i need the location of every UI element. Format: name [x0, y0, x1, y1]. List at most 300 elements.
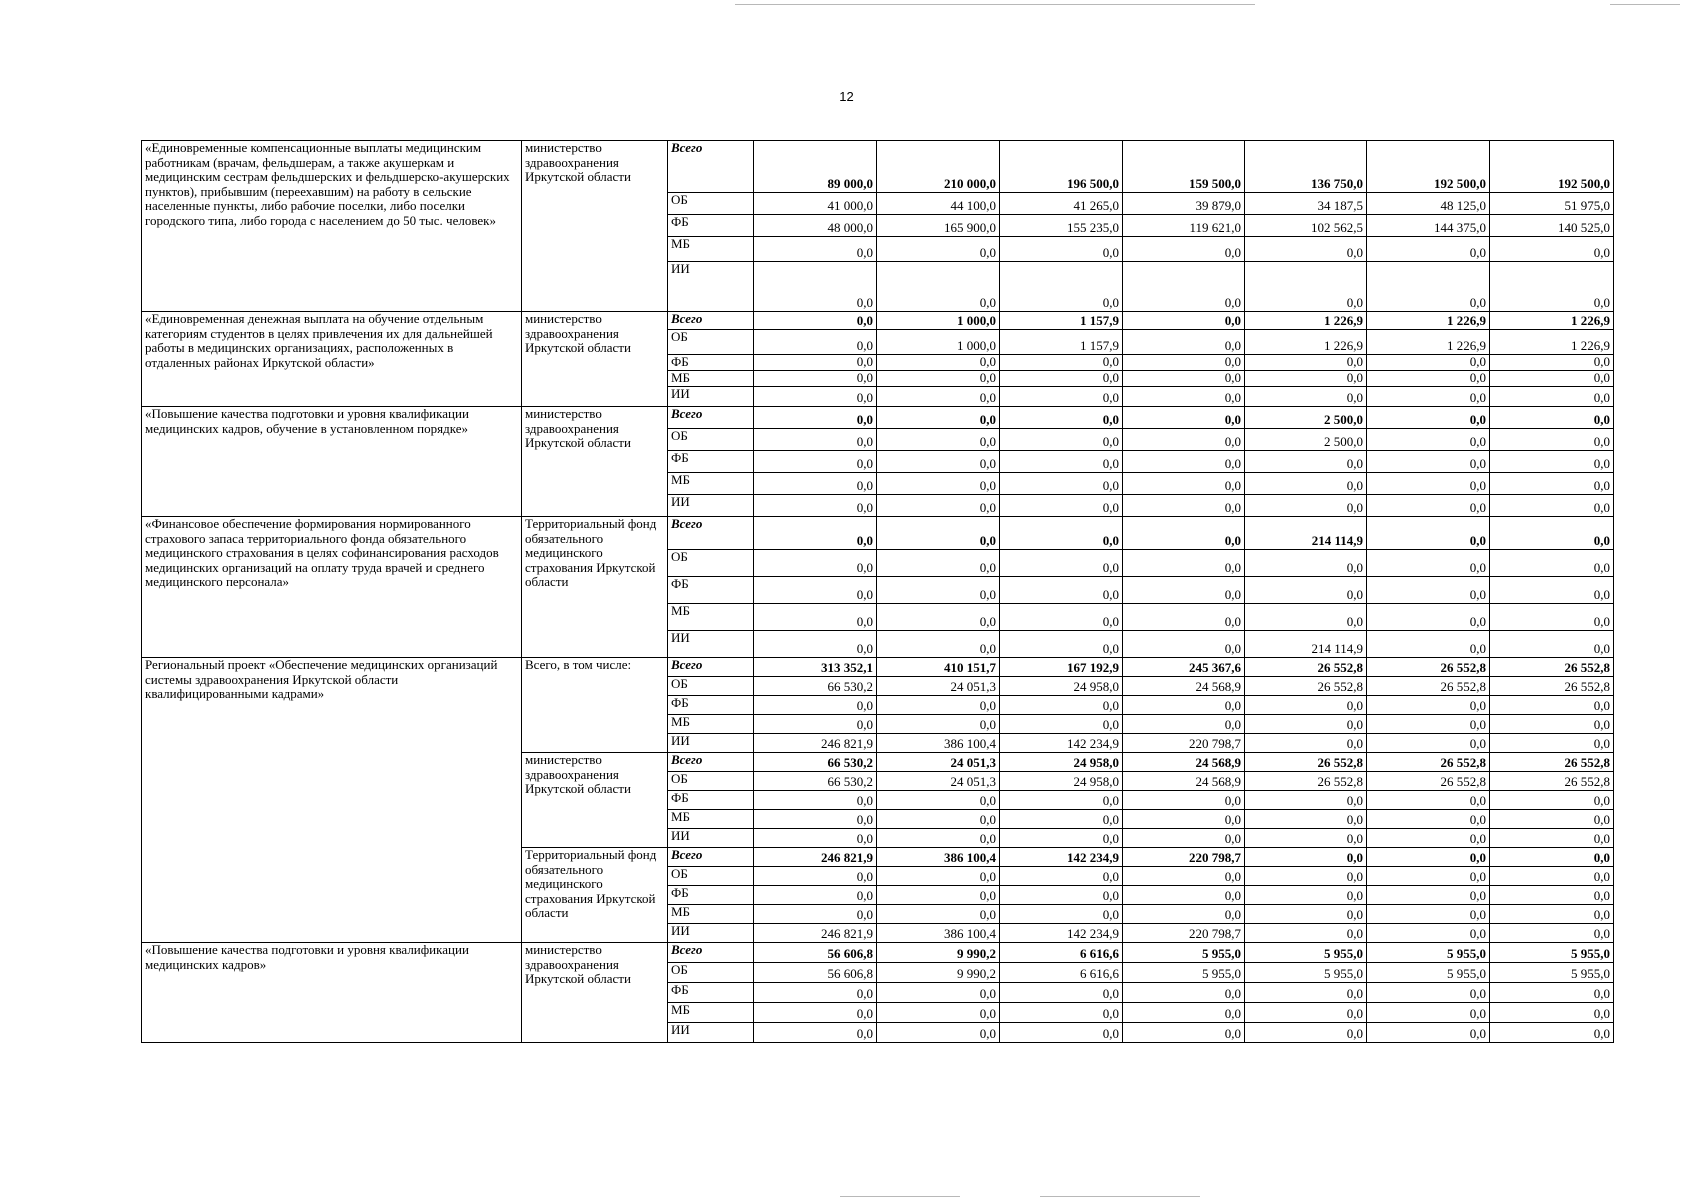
- amount-cell: 0,0: [1367, 355, 1490, 371]
- amount-cell: 0,0: [877, 791, 1000, 810]
- amount-cell: 48 125,0: [1367, 193, 1490, 215]
- amount-cell: 24 051,3: [877, 772, 1000, 791]
- amount-cell: 0,0: [1367, 810, 1490, 829]
- amount-cell: 0,0: [1367, 550, 1490, 577]
- amount-cell: 0,0: [1490, 387, 1614, 407]
- amount-cell: 0,0: [1123, 715, 1245, 734]
- amount-cell: 0,0: [1000, 810, 1123, 829]
- amount-cell: 0,0: [1245, 577, 1367, 604]
- amount-cell: 0,0: [754, 983, 877, 1003]
- amount-cell: 1 226,9: [1490, 312, 1614, 330]
- amount-cell: 39 879,0: [1123, 193, 1245, 215]
- amount-cell: 26 552,8: [1245, 677, 1367, 696]
- amount-cell: 0,0: [1367, 495, 1490, 517]
- amount-cell: 1 226,9: [1367, 312, 1490, 330]
- amount-cell: 26 552,8: [1490, 677, 1614, 696]
- amount-cell: 0,0: [1490, 371, 1614, 387]
- funding-source: Всего: [668, 312, 754, 330]
- amount-cell: 0,0: [877, 983, 1000, 1003]
- amount-cell: 26 552,8: [1490, 658, 1614, 677]
- amount-cell: 0,0: [877, 550, 1000, 577]
- funding-source: Всего: [668, 141, 754, 193]
- amount-cell: 0,0: [754, 604, 877, 631]
- amount-cell: 0,0: [1000, 495, 1123, 517]
- amount-cell: 24 958,0: [1000, 772, 1123, 791]
- funding-source: МБ: [668, 1003, 754, 1023]
- funding-source: ИИ: [668, 495, 754, 517]
- amount-cell: 0,0: [1245, 696, 1367, 715]
- amount-cell: 2 500,0: [1245, 429, 1367, 451]
- amount-cell: 0,0: [1367, 905, 1490, 924]
- amount-cell: 0,0: [877, 495, 1000, 517]
- amount-cell: 0,0: [1123, 237, 1245, 262]
- responsible-executor: министерство здравоохранения Иркутской области: [522, 141, 668, 312]
- responsible-executor: Территориальный фонд обязательного медицинского страхования Иркутской области: [522, 517, 668, 658]
- amount-cell: 0,0: [1245, 355, 1367, 371]
- amount-cell: 167 192,9: [1000, 658, 1123, 677]
- amount-cell: 0,0: [1000, 791, 1123, 810]
- funding-source: ИИ: [668, 631, 754, 658]
- funding-source: ОБ: [668, 772, 754, 791]
- amount-cell: 0,0: [754, 1023, 877, 1043]
- activity-description: «Единовременная денежная выплата на обучение отдельным категориям студентов в целях привлечения их для дальнейшей работы в медицинских организациях, расположенных в отдаленных районах Иркутской области»: [142, 312, 522, 407]
- amount-cell: 142 234,9: [1000, 734, 1123, 753]
- amount-cell: 0,0: [1123, 429, 1245, 451]
- funding-source: ОБ: [668, 193, 754, 215]
- amount-cell: 26 552,8: [1367, 772, 1490, 791]
- responsible-executor: министерство здравоохранения Иркутской области: [522, 312, 668, 407]
- funding-source: ОБ: [668, 867, 754, 886]
- amount-cell: 5 955,0: [1123, 943, 1245, 963]
- amount-cell: 144 375,0: [1367, 215, 1490, 237]
- amount-cell: 0,0: [1123, 387, 1245, 407]
- amount-cell: 0,0: [1000, 237, 1123, 262]
- funding-source: ФБ: [668, 983, 754, 1003]
- amount-cell: 0,0: [1000, 631, 1123, 658]
- amount-cell: 0,0: [1123, 696, 1245, 715]
- amount-cell: 0,0: [1245, 451, 1367, 473]
- amount-cell: 0,0: [1245, 387, 1367, 407]
- amount-cell: 0,0: [1123, 371, 1245, 387]
- amount-cell: 0,0: [877, 829, 1000, 848]
- amount-cell: 0,0: [1367, 886, 1490, 905]
- amount-cell: 0,0: [1367, 604, 1490, 631]
- amount-cell: 0,0: [1000, 867, 1123, 886]
- amount-cell: 0,0: [754, 355, 877, 371]
- amount-cell: 0,0: [754, 371, 877, 387]
- amount-cell: 0,0: [1245, 237, 1367, 262]
- amount-cell: 6 616,6: [1000, 943, 1123, 963]
- amount-cell: 0,0: [1490, 355, 1614, 371]
- amount-cell: 0,0: [1123, 262, 1245, 312]
- scan-mark: [1040, 1196, 1200, 1197]
- amount-cell: 210 000,0: [877, 141, 1000, 193]
- amount-cell: 0,0: [1245, 791, 1367, 810]
- funding-source: ФБ: [668, 791, 754, 810]
- amount-cell: 41 000,0: [754, 193, 877, 215]
- amount-cell: 44 100,0: [877, 193, 1000, 215]
- amount-cell: 0,0: [1245, 734, 1367, 753]
- amount-cell: 0,0: [1123, 810, 1245, 829]
- amount-cell: 0,0: [754, 696, 877, 715]
- amount-cell: 0,0: [1123, 631, 1245, 658]
- amount-cell: 0,0: [1000, 451, 1123, 473]
- funding-source: МБ: [668, 810, 754, 829]
- amount-cell: 0,0: [877, 407, 1000, 429]
- amount-cell: 26 552,8: [1367, 753, 1490, 772]
- amount-cell: 313 352,1: [754, 658, 877, 677]
- amount-cell: 0,0: [1123, 473, 1245, 495]
- amount-cell: 0,0: [1490, 715, 1614, 734]
- amount-cell: 192 500,0: [1490, 141, 1614, 193]
- amount-cell: 1 157,9: [1000, 330, 1123, 355]
- amount-cell: 26 552,8: [1367, 658, 1490, 677]
- amount-cell: 0,0: [877, 371, 1000, 387]
- amount-cell: 0,0: [754, 715, 877, 734]
- amount-cell: 26 552,8: [1490, 753, 1614, 772]
- amount-cell: 0,0: [877, 696, 1000, 715]
- amount-cell: 0,0: [877, 1023, 1000, 1043]
- amount-cell: 0,0: [1367, 696, 1490, 715]
- responsible-executor: министерство здравоохранения Иркутской области: [522, 753, 668, 848]
- amount-cell: 0,0: [1000, 905, 1123, 924]
- funding-source: ОБ: [668, 550, 754, 577]
- amount-cell: 5 955,0: [1245, 943, 1367, 963]
- table-row: [142, 658, 1614, 677]
- amount-cell: 66 530,2: [754, 677, 877, 696]
- amount-cell: 0,0: [1367, 517, 1490, 550]
- amount-cell: 0,0: [1000, 517, 1123, 550]
- amount-cell: 0,0: [1490, 550, 1614, 577]
- funding-source: МБ: [668, 604, 754, 631]
- amount-cell: 0,0: [1490, 237, 1614, 262]
- amount-cell: 0,0: [1245, 1003, 1367, 1023]
- amount-cell: 0,0: [1367, 924, 1490, 943]
- amount-cell: 0,0: [1490, 924, 1614, 943]
- amount-cell: 0,0: [754, 495, 877, 517]
- activity-description: «Повышение качества подготовки и уровня квалификации медицинских кадров, обучение в установленном порядке»: [142, 407, 522, 517]
- amount-cell: 0,0: [1245, 867, 1367, 886]
- amount-cell: 0,0: [1000, 1023, 1123, 1043]
- amount-cell: 26 552,8: [1245, 753, 1367, 772]
- amount-cell: 26 552,8: [1245, 658, 1367, 677]
- amount-cell: 0,0: [1123, 791, 1245, 810]
- amount-cell: 0,0: [877, 604, 1000, 631]
- table-row: [142, 517, 1614, 550]
- amount-cell: 0,0: [1000, 371, 1123, 387]
- amount-cell: 0,0: [1245, 604, 1367, 631]
- amount-cell: 246 821,9: [754, 924, 877, 943]
- amount-cell: 0,0: [877, 886, 1000, 905]
- amount-cell: 0,0: [1245, 473, 1367, 495]
- amount-cell: 0,0: [877, 517, 1000, 550]
- amount-cell: 0,0: [1245, 905, 1367, 924]
- funding-source: МБ: [668, 237, 754, 262]
- amount-cell: 0,0: [1000, 407, 1123, 429]
- amount-cell: 24 568,9: [1123, 677, 1245, 696]
- amount-cell: 0,0: [754, 810, 877, 829]
- amount-cell: 0,0: [1367, 577, 1490, 604]
- amount-cell: 0,0: [1367, 791, 1490, 810]
- amount-cell: 0,0: [1000, 829, 1123, 848]
- amount-cell: 0,0: [1367, 983, 1490, 1003]
- amount-cell: 0,0: [754, 1003, 877, 1023]
- amount-cell: 0,0: [1490, 848, 1614, 867]
- amount-cell: 0,0: [1367, 387, 1490, 407]
- amount-cell: 0,0: [1245, 848, 1367, 867]
- table-body: [142, 141, 1614, 1043]
- amount-cell: 0,0: [1367, 429, 1490, 451]
- amount-cell: 0,0: [754, 886, 877, 905]
- amount-cell: 1 226,9: [1245, 312, 1367, 330]
- amount-cell: 196 500,0: [1000, 141, 1123, 193]
- amount-cell: 0,0: [1367, 829, 1490, 848]
- amount-cell: 386 100,4: [877, 734, 1000, 753]
- amount-cell: 26 552,8: [1245, 772, 1367, 791]
- amount-cell: 0,0: [1123, 517, 1245, 550]
- amount-cell: 0,0: [754, 517, 877, 550]
- amount-cell: 56 606,8: [754, 943, 877, 963]
- table-row: [142, 312, 1614, 330]
- amount-cell: 66 530,2: [754, 753, 877, 772]
- amount-cell: 0,0: [754, 237, 877, 262]
- amount-cell: 246 821,9: [754, 848, 877, 867]
- scan-mark: [1610, 4, 1680, 5]
- amount-cell: 0,0: [1000, 1003, 1123, 1023]
- amount-cell: 0,0: [1000, 604, 1123, 631]
- amount-cell: 0,0: [1367, 407, 1490, 429]
- amount-cell: 142 234,9: [1000, 924, 1123, 943]
- amount-cell: 0,0: [1490, 734, 1614, 753]
- amount-cell: 0,0: [1245, 886, 1367, 905]
- amount-cell: 0,0: [754, 312, 877, 330]
- amount-cell: 246 821,9: [754, 734, 877, 753]
- amount-cell: 0,0: [1367, 734, 1490, 753]
- amount-cell: 0,0: [1490, 696, 1614, 715]
- amount-cell: 0,0: [877, 429, 1000, 451]
- amount-cell: 0,0: [754, 451, 877, 473]
- amount-cell: 0,0: [1367, 715, 1490, 734]
- amount-cell: 0,0: [1245, 262, 1367, 312]
- amount-cell: 26 552,8: [1490, 772, 1614, 791]
- responsible-executor: Территориальный фонд обязательного медицинского страхования Иркутской области: [522, 848, 668, 943]
- amount-cell: 0,0: [877, 451, 1000, 473]
- amount-cell: 0,0: [1490, 517, 1614, 550]
- amount-cell: 0,0: [877, 810, 1000, 829]
- amount-cell: 0,0: [1245, 810, 1367, 829]
- funding-source: МБ: [668, 371, 754, 387]
- table-row: [142, 407, 1614, 429]
- amount-cell: 1 226,9: [1245, 330, 1367, 355]
- funding-source: ФБ: [668, 577, 754, 604]
- amount-cell: 0,0: [1123, 905, 1245, 924]
- amount-cell: 0,0: [1245, 924, 1367, 943]
- amount-cell: 0,0: [1123, 407, 1245, 429]
- amount-cell: 0,0: [1123, 604, 1245, 631]
- funding-source: МБ: [668, 905, 754, 924]
- amount-cell: 0,0: [1367, 371, 1490, 387]
- amount-cell: 0,0: [1123, 1003, 1245, 1023]
- amount-cell: 0,0: [1490, 631, 1614, 658]
- amount-cell: 0,0: [1490, 429, 1614, 451]
- funding-source: ИИ: [668, 387, 754, 407]
- amount-cell: 0,0: [877, 867, 1000, 886]
- amount-cell: 0,0: [877, 577, 1000, 604]
- amount-cell: 0,0: [754, 550, 877, 577]
- amount-cell: 0,0: [1000, 715, 1123, 734]
- amount-cell: 56 606,8: [754, 963, 877, 983]
- amount-cell: 0,0: [1245, 829, 1367, 848]
- amount-cell: 410 151,7: [877, 658, 1000, 677]
- funding-source: МБ: [668, 715, 754, 734]
- amount-cell: 0,0: [1123, 886, 1245, 905]
- table-row: [142, 141, 1614, 193]
- amount-cell: 24 958,0: [1000, 753, 1123, 772]
- amount-cell: 48 000,0: [754, 215, 877, 237]
- amount-cell: 0,0: [1245, 371, 1367, 387]
- amount-cell: 0,0: [1000, 387, 1123, 407]
- amount-cell: 5 955,0: [1245, 963, 1367, 983]
- amount-cell: 0,0: [1367, 867, 1490, 886]
- funding-source: Всего: [668, 943, 754, 963]
- amount-cell: 0,0: [754, 577, 877, 604]
- amount-cell: 0,0: [1123, 312, 1245, 330]
- amount-cell: 0,0: [1123, 550, 1245, 577]
- amount-cell: 0,0: [1490, 791, 1614, 810]
- funding-source: Всего: [668, 753, 754, 772]
- amount-cell: 0,0: [1367, 1023, 1490, 1043]
- amount-cell: 140 525,0: [1490, 215, 1614, 237]
- amount-cell: 0,0: [1367, 237, 1490, 262]
- amount-cell: 0,0: [1245, 550, 1367, 577]
- amount-cell: 0,0: [754, 905, 877, 924]
- amount-cell: 0,0: [1000, 473, 1123, 495]
- amount-cell: 1 000,0: [877, 312, 1000, 330]
- amount-cell: 89 000,0: [754, 141, 877, 193]
- amount-cell: 0,0: [877, 905, 1000, 924]
- responsible-executor: Всего, в том числе:: [522, 658, 668, 753]
- amount-cell: 0,0: [1490, 262, 1614, 312]
- amount-cell: 155 235,0: [1000, 215, 1123, 237]
- funding-source: ИИ: [668, 262, 754, 312]
- amount-cell: 0,0: [1245, 1023, 1367, 1043]
- amount-cell: 0,0: [1245, 715, 1367, 734]
- amount-cell: 0,0: [754, 387, 877, 407]
- amount-cell: 1 226,9: [1367, 330, 1490, 355]
- amount-cell: 0,0: [1000, 429, 1123, 451]
- amount-cell: 66 530,2: [754, 772, 877, 791]
- amount-cell: 26 552,8: [1367, 677, 1490, 696]
- amount-cell: 41 265,0: [1000, 193, 1123, 215]
- amount-cell: 9 990,2: [877, 963, 1000, 983]
- amount-cell: 1 226,9: [1490, 330, 1614, 355]
- amount-cell: 0,0: [1000, 983, 1123, 1003]
- amount-cell: 0,0: [1367, 848, 1490, 867]
- amount-cell: 0,0: [1123, 355, 1245, 371]
- responsible-executor: министерство здравоохранения Иркутской области: [522, 943, 668, 1043]
- table-row: [142, 943, 1614, 963]
- amount-cell: 0,0: [877, 262, 1000, 312]
- amount-cell: 119 621,0: [1123, 215, 1245, 237]
- funding-source: Всего: [668, 407, 754, 429]
- amount-cell: 142 234,9: [1000, 848, 1123, 867]
- amount-cell: 0,0: [1490, 983, 1614, 1003]
- amount-cell: 0,0: [754, 262, 877, 312]
- amount-cell: 0,0: [1490, 905, 1614, 924]
- funding-source: ОБ: [668, 429, 754, 451]
- amount-cell: 0,0: [1367, 631, 1490, 658]
- amount-cell: 220 798,7: [1123, 734, 1245, 753]
- amount-cell: 0,0: [1000, 696, 1123, 715]
- amount-cell: 0,0: [1000, 577, 1123, 604]
- amount-cell: 0,0: [1123, 1023, 1245, 1043]
- amount-cell: 0,0: [877, 631, 1000, 658]
- amount-cell: 0,0: [1490, 604, 1614, 631]
- amount-cell: 0,0: [1245, 495, 1367, 517]
- amount-cell: 0,0: [754, 791, 877, 810]
- amount-cell: 0,0: [1245, 983, 1367, 1003]
- amount-cell: 0,0: [1490, 1023, 1614, 1043]
- amount-cell: 0,0: [1123, 495, 1245, 517]
- amount-cell: 0,0: [754, 867, 877, 886]
- amount-cell: 5 955,0: [1123, 963, 1245, 983]
- funding-source: ФБ: [668, 696, 754, 715]
- amount-cell: 0,0: [1123, 577, 1245, 604]
- amount-cell: 24 958,0: [1000, 677, 1123, 696]
- activity-description: «Единовременные компенсационные выплаты медицинским работникам (врачам, фельдшерам, а также акушеркам и медицинским сестрам фельдшерских и фельдшерско-акушерских пунктов), прибывшим (переехавшим) на работу в сельские населенные пункты, либо рабочие поселки, либо поселки городского типа, либо города с населением до 50 тыс. человек»: [142, 141, 522, 312]
- amount-cell: 0,0: [1123, 829, 1245, 848]
- funding-source: ОБ: [668, 677, 754, 696]
- amount-cell: 0,0: [1490, 407, 1614, 429]
- amount-cell: 0,0: [877, 1003, 1000, 1023]
- amount-cell: 0,0: [1490, 495, 1614, 517]
- amount-cell: 0,0: [1490, 829, 1614, 848]
- amount-cell: 165 900,0: [877, 215, 1000, 237]
- amount-cell: 0,0: [754, 407, 877, 429]
- funding-source: Всего: [668, 658, 754, 677]
- activity-description: «Повышение качества подготовки и уровня квалификации медицинских кадров»: [142, 943, 522, 1043]
- amount-cell: 5 955,0: [1490, 943, 1614, 963]
- amount-cell: 192 500,0: [1367, 141, 1490, 193]
- funding-source: ОБ: [668, 330, 754, 355]
- amount-cell: 0,0: [877, 473, 1000, 495]
- amount-cell: 0,0: [1000, 262, 1123, 312]
- page-number: 12: [839, 89, 854, 104]
- amount-cell: 220 798,7: [1123, 848, 1245, 867]
- funding-source: ИИ: [668, 924, 754, 943]
- amount-cell: 0,0: [1490, 451, 1614, 473]
- amount-cell: 24 568,9: [1123, 753, 1245, 772]
- amount-cell: 0,0: [1123, 983, 1245, 1003]
- amount-cell: 0,0: [1490, 1003, 1614, 1023]
- amount-cell: 0,0: [1000, 550, 1123, 577]
- amount-cell: 0,0: [1123, 330, 1245, 355]
- amount-cell: 245 367,6: [1123, 658, 1245, 677]
- activity-description: «Финансовое обеспечение формирования нормированного страхового запаса территориального фонда обязательного медицинского страхования в целях софинансирования расходов медицинских организаций на оплату труда врачей и среднего медицинского персонала»: [142, 517, 522, 658]
- amount-cell: 0,0: [754, 631, 877, 658]
- funding-source: ФБ: [668, 215, 754, 237]
- funding-source: ФБ: [668, 451, 754, 473]
- amount-cell: 214 114,9: [1245, 517, 1367, 550]
- amount-cell: 220 798,7: [1123, 924, 1245, 943]
- amount-cell: 136 750,0: [1245, 141, 1367, 193]
- amount-cell: 0,0: [1000, 886, 1123, 905]
- amount-cell: 0,0: [1490, 810, 1614, 829]
- amount-cell: 6 616,6: [1000, 963, 1123, 983]
- amount-cell: 0,0: [754, 330, 877, 355]
- amount-cell: 0,0: [1367, 262, 1490, 312]
- funding-source: ИИ: [668, 829, 754, 848]
